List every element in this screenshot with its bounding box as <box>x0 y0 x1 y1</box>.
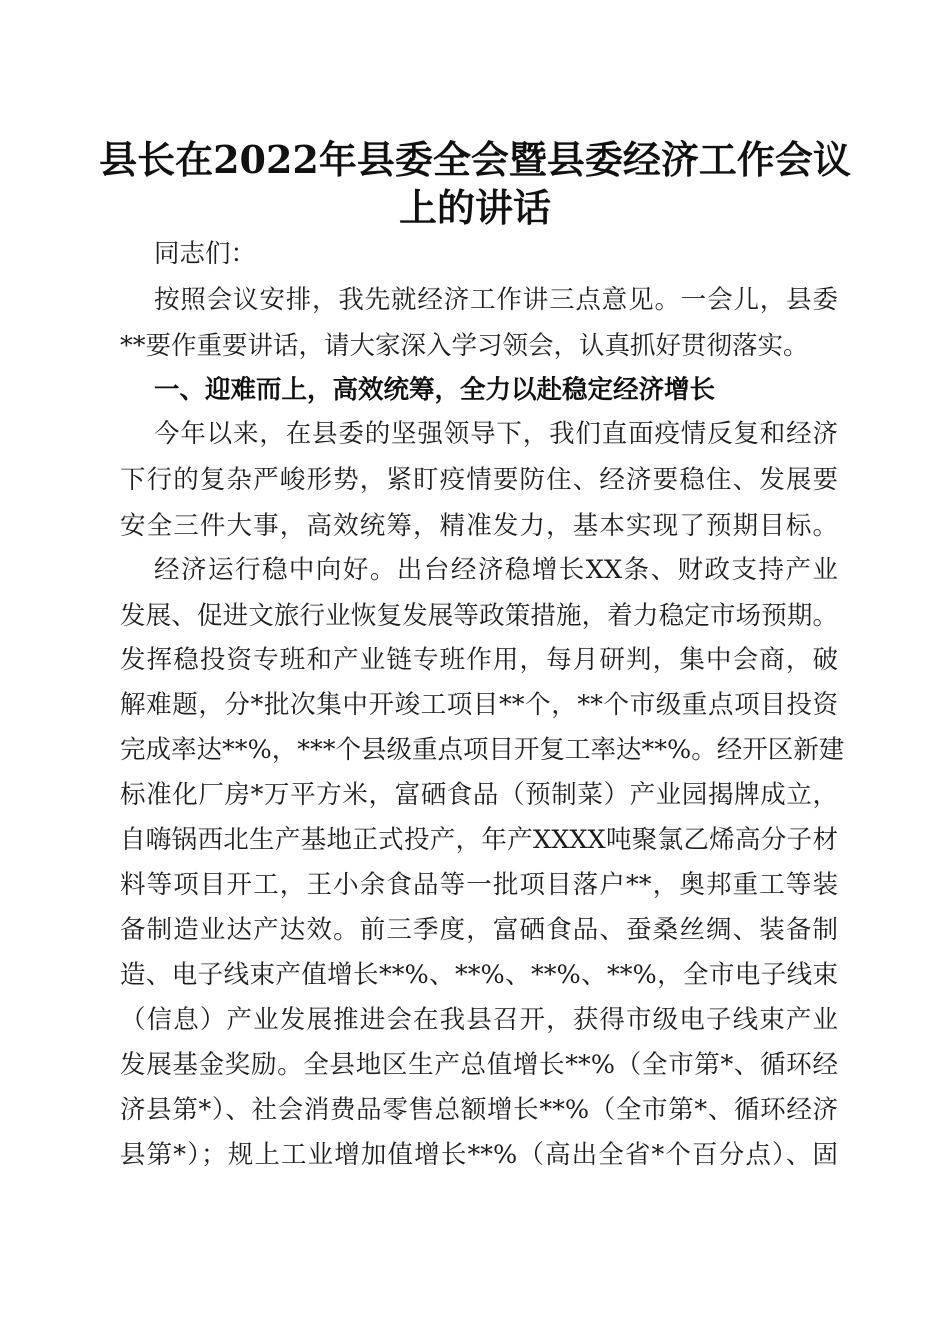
paragraph-line: 经济运行稳中向好。出台经济稳增长XX条、财政支持产业 <box>154 555 838 585</box>
paragraph-line: 济县第*）、社会消费品零售总额增长**%（全市第*、循环经济 <box>120 1095 838 1125</box>
intro-line: 按照会议安排，我先就经济工作讲三点意见。一会儿，县委 <box>154 285 838 315</box>
paragraph-line: 解难题，分*批次集中开竣工项目**个，**个市级重点项目投资 <box>120 690 838 720</box>
section-heading: 一、迎难而上，高效统筹，全力以赴稳定经济增长 <box>154 375 716 405</box>
paragraph-line: 下行的复杂严峻形势，紧盯疫情要防住、经济要稳住、发展要 <box>120 465 838 495</box>
paragraph-line: 备制造业达产达效。前三季度，富硒食品、蚕桑丝绸、装备制 <box>120 915 838 945</box>
paragraph-line: 县第*）；规上工业增加值增长**%（高出全省*个百分点）、固 <box>120 1140 838 1170</box>
paragraph-line: 发展基金奖励。全县地区生产总值增长**%（全市第*、循环经 <box>120 1050 838 1080</box>
paragraph-line: 今年以来，在县委的坚强领导下，我们直面疫情反复和经济 <box>154 419 838 449</box>
paragraph-line: 自嗨锅西北生产基地正式投产，年产XXXX吨聚氯乙烯高分子材 <box>120 825 838 855</box>
document-title-line-2: 上的讲话 <box>398 185 551 230</box>
paragraph-line: 安全三件大事，高效统筹，精准发力，基本实现了预期目标。 <box>120 511 838 541</box>
document-title-line-1: 县长在2022年县委全会暨县委经济工作会议 <box>99 137 851 182</box>
paragraph-line: 发挥稳投资专班和产业链专班作用，每月研判，集中会商，破 <box>120 645 838 675</box>
salutation: 同志们： <box>154 239 257 269</box>
paragraph-line: （信息）产业发展推进会在我县召开，获得市级电子线束产业 <box>120 1005 838 1035</box>
paragraph-line: 发展、促进文旅行业恢复发展等政策措施，着力稳定市场预期。 <box>120 601 838 631</box>
paragraph-line: 完成率达**%，***个县级重点项目开复工率达**%。经开区新建 <box>120 735 845 765</box>
paragraph-line: 造、电子线束产值增长**%、**%、**%、**%，全市电子线束 <box>120 960 838 990</box>
paragraph-line: 标准化厂房*万平方米，富硒食品（预制菜）产业园揭牌成立， <box>120 780 838 810</box>
intro-line: **要作重要讲话，请大家深入学习领会，认真抓好贯彻落实。 <box>120 331 809 361</box>
paragraph-line: 料等项目开工，王小余食品等一批项目落户**，奥邦重工等装 <box>120 870 838 900</box>
